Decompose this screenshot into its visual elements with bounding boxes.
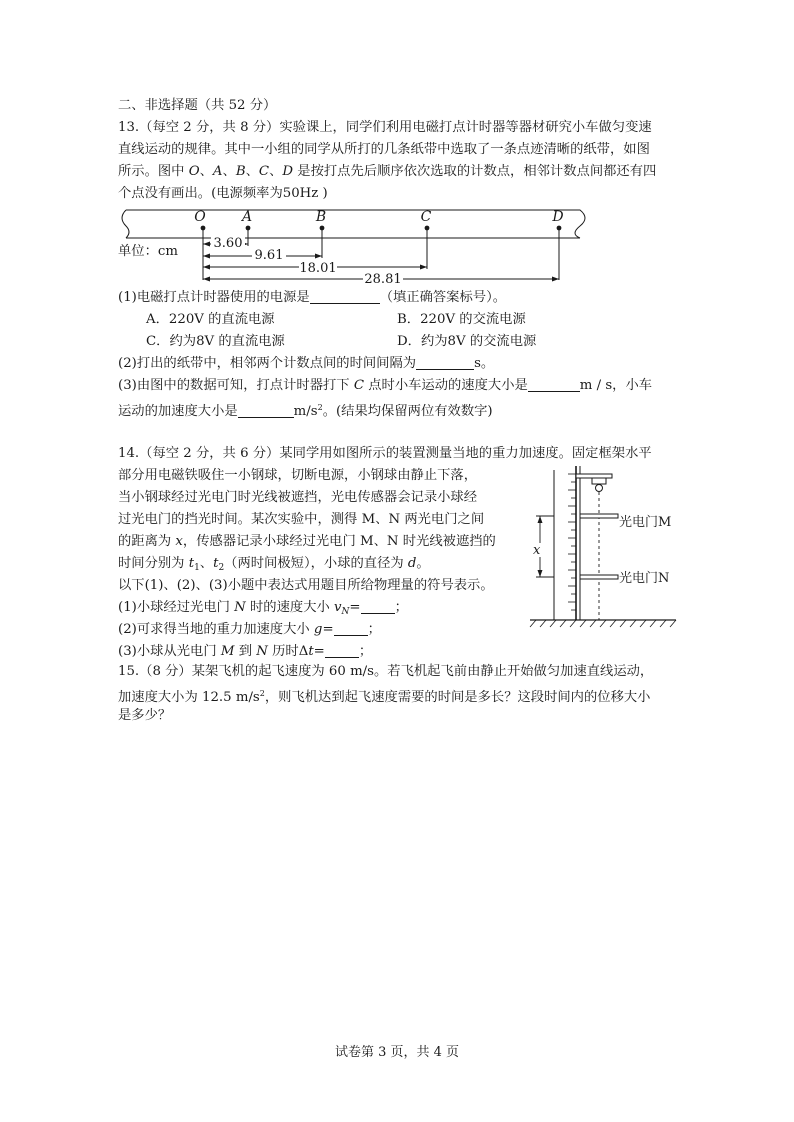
q13-sep-2: 、 <box>222 164 236 179</box>
dim-arrow-OB-right <box>315 254 322 259</box>
q14-p1-eq: = <box>349 600 361 615</box>
q14-var-x: x <box>175 534 183 549</box>
q15-exp: 2 <box>259 689 265 698</box>
q15-line-1-text: 某架飞机的起飞速度为 60 m/s。若飞机起飞前由静止开始做匀加速直线运动， <box>191 664 654 679</box>
q13-part3-line2-a: 运动的加速度大小是 <box>118 404 238 419</box>
photogate-N-label: 光电门N <box>619 571 670 586</box>
ruler-ticks <box>568 474 576 610</box>
page-footer: 试卷第 3 页，共 4 页 <box>334 1045 460 1060</box>
q14-number: 14. <box>118 446 140 461</box>
q14-var-d: d <box>407 556 417 571</box>
frame-top-arm <box>576 474 612 478</box>
photogate-apparatus-figure <box>526 460 692 632</box>
q14-p2-g: g <box>313 622 323 637</box>
q13-part1-prompt <box>118 287 506 309</box>
q15-number: 15. <box>118 664 140 679</box>
q14-part2-blank[interactable] <box>334 621 368 636</box>
q14-line6-a: 时间分别为 <box>118 556 189 571</box>
q15-line2-b: ，则飞机达到起飞速度需要的时间是多长？这段时间内的位移大小 <box>264 690 651 705</box>
q13-point-D: D <box>282 164 294 179</box>
q14-t1-sub: 1 <box>194 563 200 573</box>
photogate-N <box>580 575 618 579</box>
dim-arrow-OD-left <box>203 277 210 282</box>
q14-t1: t <box>188 556 195 571</box>
q15-points: （8 分） <box>139 664 192 679</box>
x-dim-arrow-bottom <box>538 570 543 577</box>
q13-part2 <box>118 353 494 375</box>
q14-line-5 <box>118 531 496 553</box>
q14-line-3: 当小钢球经过光电门时光线被遮挡，光电传感器会记录小球经 <box>118 490 478 505</box>
q14-p3-a: (3)小球从光电门 <box>118 644 221 659</box>
q13-part3-line2-b: 。(结果均保留两位有效数字) <box>322 404 493 419</box>
q14-t2: t <box>213 556 219 571</box>
q13-sep-4: 、 <box>269 164 283 179</box>
dim-arrow-OA-left <box>203 242 210 247</box>
tape-label-B: B <box>315 209 327 225</box>
q14-p2-eq: = <box>322 622 334 637</box>
q14-part3-blank[interactable] <box>325 643 359 658</box>
q13-part3-a: (3)由图中的数据可知，打点计时器打下 <box>118 378 354 393</box>
dim-label-OB: 9.61 <box>254 248 284 263</box>
q14-p3-eq: = <box>313 644 325 659</box>
q13-point-B: B <box>235 164 246 179</box>
q14-p1-v: v <box>334 600 342 615</box>
q13-option-D: D．约为8V 的交流电源 <box>397 334 537 349</box>
x-dim-arrow-top <box>538 516 543 523</box>
q14-p3-b: 到 <box>234 644 257 659</box>
q13-part1-blank[interactable] <box>310 289 380 304</box>
q13-intro-text-1: 实验课上，同学们利用电磁打点计时器等器材研究小车做匀变速 <box>279 120 652 135</box>
electromagnet <box>592 478 606 484</box>
q14-part1-blank[interactable] <box>361 599 395 614</box>
q14-p1-subN: N <box>341 607 350 617</box>
q13-intro-3b: 是按打点先后顺序依次选取的计数点，相邻计数点间都还有四 <box>293 164 657 179</box>
q14-p3-t: t <box>308 644 314 659</box>
q13-part3-velocity-blank[interactable] <box>528 377 580 392</box>
q14-p3-M: M <box>220 644 235 659</box>
q15-line2-a: 加速度大小为 12.5 m/s <box>118 690 260 705</box>
q14-p1-semi: ； <box>394 600 408 615</box>
q14-p3-c: 历时Δ <box>267 644 309 659</box>
q14-p1-a: (1)小球经过光电门 <box>118 600 235 615</box>
q13-intro-line-3 <box>118 161 656 183</box>
q13-part3-b: 点时小车运动的速度大小是 <box>364 378 528 393</box>
dim-label-OA: 3.60 <box>213 236 243 251</box>
q13-intro-line-1 <box>118 117 652 139</box>
q13-point-O: O <box>188 164 200 179</box>
dim-arrow-OC-right <box>420 265 427 270</box>
q13-sep-3: 、 <box>245 164 259 179</box>
q14-line-4: 过光电门的挡光时间。某次实验中，测得 M、N 两光电门之间 <box>118 512 485 527</box>
dim-arrow-OD-right <box>552 277 559 282</box>
dim-label-OC: 18.01 <box>299 261 337 276</box>
q14-line5-b: ，传感器记录小球经过光电门 M、N 时光线被遮挡的 <box>182 534 496 549</box>
q13-part2-suffix: s。 <box>474 356 495 371</box>
q14-p2-a: (2)可求得当地的重力加速度大小 <box>118 622 314 637</box>
q13-option-C: C．约为8V 的直流电源 <box>146 334 285 349</box>
ground-hatching <box>530 620 676 627</box>
q13-part2-text: (2)打出的纸带中，相邻两个计数点间的时间间隔为 <box>118 356 417 371</box>
steel-ball <box>596 485 603 492</box>
q14-part3 <box>118 641 372 663</box>
q15-line-3: 是多少？ <box>118 708 172 723</box>
q13-option-B: B．220V 的交流电源 <box>397 312 526 327</box>
q14-p3-N: N <box>256 644 268 659</box>
q14-line6-b: （两时间极短），小球的直径为 <box>224 556 408 571</box>
q13-part3-line-1 <box>118 375 652 397</box>
q14-line-2: 部分用电磁铁吸住一小钢球，切断电源，小钢球由静止下落， <box>118 468 478 483</box>
q13-part1-suffix: （填正确答案标号）。 <box>379 290 507 305</box>
photogate-M-label: 光电门M <box>619 515 672 530</box>
q14-p1-N: N <box>234 600 246 615</box>
q13-part2-blank[interactable] <box>416 355 474 370</box>
q14-line-7: 以下(1)、(2)、(3)小题中表达式用题目所给物理量的符号表示。 <box>118 578 494 593</box>
q13-intro-line-4: 个点没有画出。(电源频率为50Hz ) <box>118 186 328 201</box>
q14-period: 。 <box>416 556 430 571</box>
q13-option-A: A．220V 的直流电源 <box>146 312 275 327</box>
q13-part1-text: (1)电磁打点计时器使用的电源是 <box>118 290 310 305</box>
q14-points: （每空 2 分，共 6 分） <box>139 446 280 461</box>
q13-part3-accel-blank[interactable] <box>238 403 294 418</box>
section-heading: 二、非选择题（共 52 分） <box>118 98 277 113</box>
q14-part2 <box>118 619 381 641</box>
q14-p1-b: 时的速度大小 <box>245 600 335 615</box>
q14-p3-semi: ； <box>358 644 373 659</box>
paper-tape-figure <box>118 204 598 290</box>
q15-line-2 <box>118 683 650 709</box>
photogate-M <box>580 514 618 518</box>
q13-points: （每空 2 分，共 8 分） <box>139 120 280 135</box>
q13-part3-exp: 2 <box>317 403 323 412</box>
tape-left-wave <box>122 210 129 238</box>
q13-intro-line-2: 直线运动的规律。其中一小组的同学从所打的几条纸带中选取了一条点迹清晰的纸带，如图 <box>118 142 650 157</box>
q14-t2-sub: 2 <box>218 563 225 573</box>
dim-label-OD: 28.81 <box>364 272 402 287</box>
dim-arrow-OC-left <box>203 265 210 270</box>
q13-part3-suffix-a: m / s，小车 <box>579 378 653 393</box>
tape-label-O: O <box>194 209 206 225</box>
tape-label-C: C <box>420 209 432 225</box>
q14-line-1-text: 某同学用如图所示的装置测量当地的重力加速度。固定框架水平 <box>279 446 652 461</box>
q13-point-C: C <box>258 164 270 179</box>
q13-intro-3a: 所示。图中 <box>118 164 189 179</box>
tape-unit-label: 单位：cm <box>118 244 178 259</box>
x-dim-label: x <box>533 543 541 558</box>
q13-point-A: A <box>212 164 223 179</box>
q14-line5-a: 的距离为 <box>118 534 176 549</box>
q14-comma: 、 <box>199 556 214 571</box>
tape-label-A: A <box>241 209 253 225</box>
q13-part3-unit: m/s <box>293 404 318 419</box>
q13-number: 13. <box>118 120 140 135</box>
tape-label-D: D <box>552 209 564 225</box>
dim-arrow-OB-left <box>203 254 210 259</box>
q13-sep-1: 、 <box>199 164 213 179</box>
q15-line-1 <box>118 661 653 683</box>
q13-part3-point: C <box>353 378 364 393</box>
q13-part3-line-2 <box>118 397 493 423</box>
q14-p2-semi: ； <box>367 622 381 637</box>
